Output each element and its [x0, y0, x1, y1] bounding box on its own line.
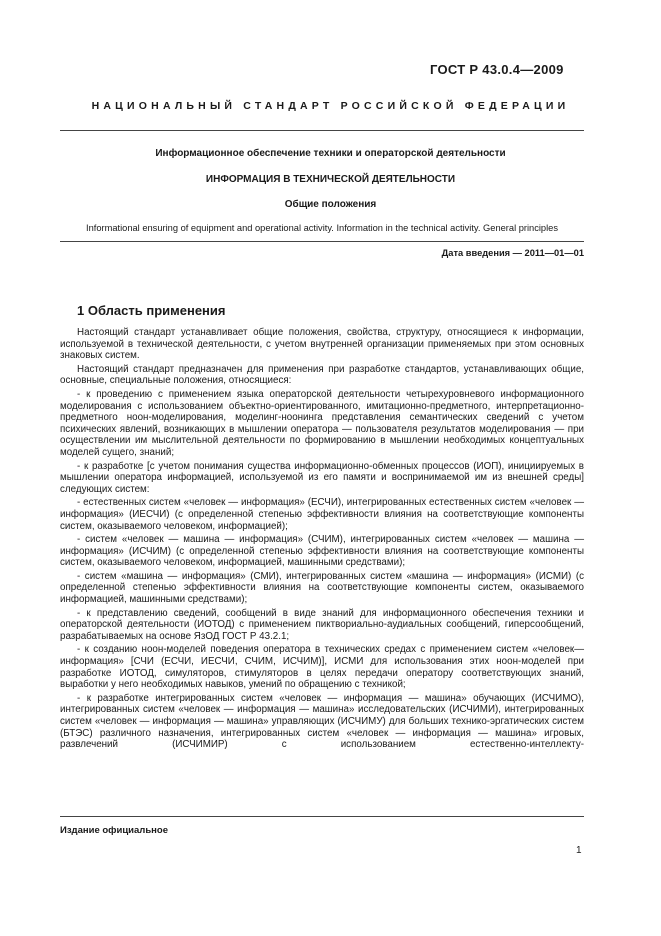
introduction-date: Дата введения — 2011—01—01	[441, 248, 584, 258]
footer-divider	[60, 816, 584, 817]
section-body	[60, 327, 584, 753]
national-standard-heading: НАЦИОНАЛЬНЫЙ СТАНДАРТ РОССИЙСКОЙ ФЕДЕРАЦИИ	[91, 100, 570, 112]
standard-title: ИНФОРМАЦИЯ В ТЕХНИЧЕСКОЙ ДЕЯТЕЛЬНОСТИ	[205, 174, 456, 185]
list-item: - систем «машина — информация» (СМИ), интегрированных систем «машина — информация» (ИСМИ) (с определенной степенью эффективности влияния на соответствующие компоненты систем, оказываемого информацией, машинными средствами);	[60, 570, 584, 606]
header-divider	[60, 130, 584, 131]
standard-subtitle: Информационное обеспечение техники и операторской деятельности	[155, 148, 506, 159]
section-heading: 1 Область применения	[77, 303, 226, 318]
title-divider	[60, 241, 584, 242]
list-item: - к разработке интегрированных систем «человек — информация — машина» обучающих (ИСЧИМО), интегрированных систем «человек — информация — машина» исследовательских (ИСЧИМИ), интегрированных систем «человек — информация — машина» управляющих (ИСЧИМУ) для больших технико-эргатических систем (БТЭС) различного назначения, интегрированных систем «человек — информация — машина» игровых, развлечений (ИСЧИМИР) с использованием естественно-интеллекту-	[60, 692, 584, 751]
list-item: - к созданию ноон-моделей поведения оператора в технических средах с применением систем «человек—информация» [СЧИ (ЕСЧИ, ИЕСЧИ, СЧИМ, ИСЧИМ)], ИСМИ для использования этих ноон-моделей при разработке ИОТОД, симуляторов, стимуляторов в целях передачи оператору соответствующих знаний, выработки у него необходимых навыков, умений по обращению с техникой;	[60, 644, 584, 691]
paragraph: Настоящий стандарт предназначен для применения при разработке стандартов, устанавливающих общие, основные, специальные положения, относящиеся:	[60, 363, 584, 387]
paragraph: Настоящий стандарт устанавливает общие положения, свойства, структуру, относящиеся к информации, используемой в технической деятельности, с учетом внутренней организации применяемых при этом основных знаковых систем.	[60, 327, 584, 362]
list-item: - к представлению сведений, сообщений в виде знаний для информационного обеспечения техники и операторской деятельности (ИОТОД) с применением пиктвориально-аудиальных сообщений, гиперсообщений, разрабатываемых на основе ЯзОД ГОСТ Р 43.2.1;	[60, 607, 584, 642]
list-item: - к проведению с применением языка операторской деятельности четырехуровневого информационного моделирования с использованием объектно-ориентированного, имитационно-предметного, интерпретационно-предметного ноон-моделирования, моделинг-ноонинга представления семантических сведений с учетом психических явлений, возникающих в мышлении оператора — пользователя результатов моделирования — при осуществлении им мыслительной деятельности по формированию в мышлении необходимых концептуальных моделей сущего, знаний;	[60, 388, 584, 458]
document-code: ГОСТ Р 43.0.4—2009	[430, 62, 564, 77]
list-item: - систем «человек — машина — информация» (СЧИМ), интегрированных систем «человек — машина — информация» (ИСЧИМ) (с определенной степенью эффективности влияния на соответствующие компоненты систем, оказываемого человеком, информацией, машинными средствами);	[60, 534, 584, 569]
list-item: - естественных систем «человек — информация» (ЕСЧИ), интегрированных естественных систем «человек — информация» (ИЕСЧИ) (с определенной степенью эффективности влияния на соответствующие компоненты систем, оказываемого человеком, информацией);	[60, 497, 584, 532]
english-title: Informational ensuring of equipment and operational activity. Information in the technical activity. General principles	[86, 223, 558, 233]
official-edition-label: Издание официальное	[60, 825, 168, 836]
list-item: - к разработке [с учетом понимания существа информационно-обменных процессов (ИОП), инициируемых в мышлении оператора информацией, используемой из его памяти и воспринимаемой им из внешней среды] следующих систем:	[60, 460, 584, 495]
page-number: 1	[576, 845, 582, 856]
standard-subtitle-general: Общие положения	[284, 199, 377, 210]
